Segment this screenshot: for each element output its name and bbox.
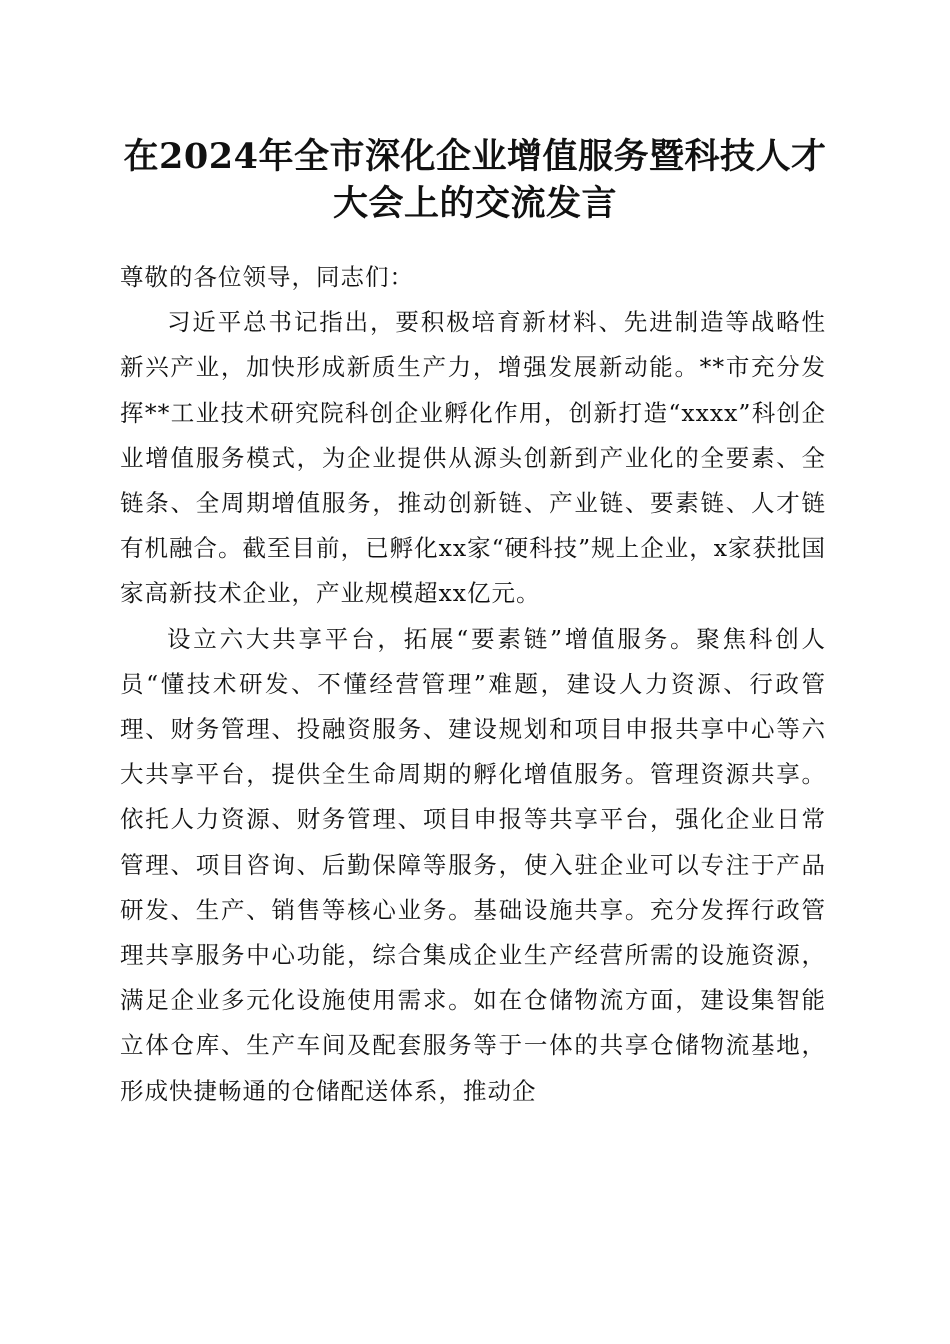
salutation: 尊敬的各位领导，同志们：: [120, 263, 414, 291]
document-body: [120, 255, 826, 1114]
paragraph-1: 习近平总书记指出，要积极培育新材料、先进制造等战略性新兴产业，加快形成新质生产力，增强发展新动能。**市充分发挥**工业技术研究院科创企业孵化作用，创新打造“xxxx”科创企业增值服务模式，为企业提供从源头创新到产业化的全要素、全链条、全周期增值服务，推动创新链、产业链、要素链、人才链有机融合。截至目前，已孵化xx家“硬科技”规上企业，x家获批国家高新技术企业，产业规模超xx亿元。: [120, 308, 826, 608]
title-line-2: 大会上的交流发言: [332, 183, 617, 224]
document-title: [110, 133, 840, 227]
title-line-1: 在2024年全市深化企业增值服务暨科技人才: [123, 136, 827, 177]
paragraph-2: 设立六大共享平台，拓展“要素链”增值服务。聚焦科创人员“懂技术研发、不懂经营管理”难题，建设人力资源、行政管理、财务管理、投融资服务、建设规划和项目申报共享中心等六大共享平台，提供全生命周期的孵化增值服务。管理资源共享。依托人力资源、财务管理、项目申报等共享平台，强化企业日常管理、项目咨询、后勤保障等服务，使入驻企业可以专注于产品研发、生产、销售等核心业务。基础设施共享。充分发挥行政管理共享服务中心功能，综合集成企业生产经营所需的设施资源，满足企业多元化设施使用需求。如在仓储物流方面，建设集智能立体仓库、生产车间及配套服务等于一体的共享仓储物流基地，形成快捷畅通的仓储配送体系，推动企: [120, 624, 826, 1105]
